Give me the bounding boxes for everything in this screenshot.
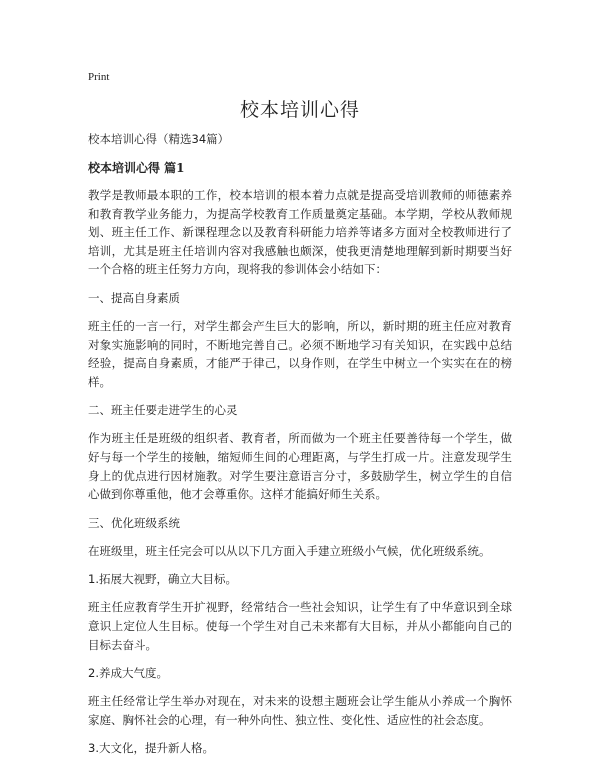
paragraph: 班主任应教育学生开扩视野，经常结合一些社会知识，让学生有了中华意识到全球意识上定位人生目标。使每一个学生对自己未来都有大目标，并从小都能向自己的目标去奋斗。 [88,600,512,652]
section-title: 校本培训心得 篇1 [88,161,185,175]
page-title: 校本培训心得 [239,99,360,121]
subheading: 2.养成大气度。 [88,666,168,681]
paragraph: 作为班主任是班级的组织者、教育者，所而做为一个班主任要善待每一个学生，做好与每一个学生的接触，缩短师生间的心理距离，与学生打成一片。注意发现学生身上的优点进行因材施教。对学生要注意语言分寸，多鼓励学生，树立学生的自信心做到你尊重他，他才会尊重你。这样才能搞好师生关系。 [88,431,512,502]
paragraph: 班主任经常让学生举办对现在，对未来的设想主题班会让学生能从小养成一个胸怀家庭、胸怀社会的心理，有一种外向性、独立性、变化性、适应性的社会态度。 [88,694,512,727]
subheading: 二、班主任要走进学生的心灵 [88,403,238,418]
paragraph: 在班级里，班主任完会可以从以下几方面入手建立班级小气候，优化班级系统。 [88,543,491,558]
paragraph: 班主任的一言一行，对学生都会产生巨大的影响，所以，新时期的班主任应对教育对象实施影响的同时，不断地完善自己。必须不断地学习有关知识，在实践中总结经验，提高自身素质，才能严于律己，以身作则，在学生中树立一个实实在在的榜样。 [88,318,512,389]
subheading: 3.大文化，提升新人格。 [88,741,214,756]
print-link[interactable]: Print [88,71,110,83]
subheading: 三、优化班级系统 [88,515,180,530]
document-body [88,131,512,767]
paragraph: 教学是教师最本职的工作，校本培训的根本着力点就是提高受培训教师的师德素养和教育教学业务能力，为提高学校教育工作质量奠定基础。本学期，学校从教师规划、班主任工作、新课程理念以及教育科研能力培养等诸多方面对全校教师进行了培训，尤其是班主任培训内容对我感触也颇深，使我更清楚地理解到新时期要当好一个合格的班主任努力方向，现将我的参训体会小结如下： [88,188,512,277]
subheading: 1.拓展大视野，确立大目标。 [88,572,237,587]
subheading: 一、提高自身素质 [88,290,180,305]
document-subtitle: 校本培训心得（精选34篇） [88,132,230,146]
